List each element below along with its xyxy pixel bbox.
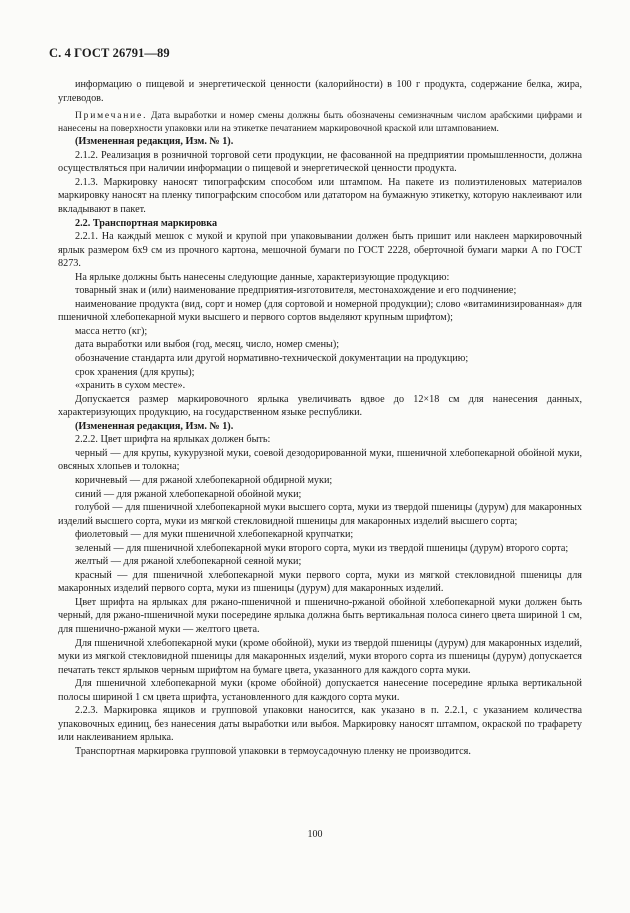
paragraph-label-size: Допускается размер маркировочного ярлыка увеличивать вдвое до 12×18 см для нанесения данных, характеризующих продукцию, на государственном языке республики. — [58, 393, 582, 419]
color-item-brown: коричневый — для ржаной хлебопекарной обдирной муки; — [75, 474, 333, 486]
note-block — [58, 110, 582, 135]
color-item-light-blue: голубой — для пшеничной хлебопекарной муки высшего сорта, муки из твердой пшеницы (дурум) для макаронных изделий высшего сорта, муки из мягкой стекловидной пшеницы для макаронных изделий высшего сорта; — [58, 502, 582, 527]
section-heading-transport-marking: 2.2. Транспортная маркировка — [75, 217, 218, 229]
page-header: С. 4 ГОСТ 26791—89 — [49, 46, 170, 60]
paragraph-black-on-colored-paper: Для пшеничной хлебопекарной муки (кроме обойной), муки из твердой пшеницы (дурум) для макаронных изделий, муки из мягкой стекловидной пшеницы для макаронных изделий, муки второго сорта из пшеницы (дурум) допускается печатать текст ярлыков черным шрифтом на бумаге цвета, указанного для каждого сорта муки. — [58, 637, 582, 676]
clause-2-1-2: 2.1.2. Реализация в розничной торговой сети продукции, не фасованной на предприятии промышленности, должна осуществляться при наличии информации о пищевой и энергетической ценности продукта. — [58, 149, 582, 175]
page-number: 100 — [307, 829, 323, 840]
note-text: Дата выработки и номер смены должны быть обозначены семизначным числом арабскими цифрами и нанесены на поверхности упаковки или на этикетке печатанием маркировочной краской или штампованием. — [58, 111, 583, 134]
color-item-yellow: желтый — для ржаной хлебопекарной сеяной муки; — [75, 556, 302, 568]
clause-2-1-3: 2.1.3. Маркировку наносят типографским способом или штампом. На пакете из полиэтиленовых материалов маркировку наносят на пленку типографским способом или дататором на бумажную этикетку, которую наклеивают или вкладывают в пакет. — [58, 176, 582, 216]
list-intro: На ярлыке должны быть нанесены следующие данные, характеризующие продукцию: — [75, 271, 450, 283]
list-item: срок хранения (для крупы); — [75, 366, 195, 378]
amendment-note: (Измененная редакция, Изм. № 1). — [75, 136, 234, 148]
list-item: дата выработки или выбоя (год, месяц, число, номер смены); — [75, 339, 340, 351]
clause-2-2-3: 2.2.3. Маркировка ящиков и групповой упаковки наносится, как указано в п. 2.2.1, с указанием количества упаковочных единиц, без нанесения даты выработки или выбоя. Маркировку наносят штампом, окраской по трафарету или наклеиванием ярлыка. — [58, 705, 582, 744]
amendment-note: (Измененная редакция, Изм. № 1). — [75, 420, 234, 432]
list-item: «хранить в сухом месте». — [75, 380, 186, 392]
paragraph-vertical-stripe: Для пшеничной хлебопекарной муки (кроме обойной) допускается нанесение посередине ярлыка вертикальной полосы шириной 1 см цвета шрифта, установленного для каждого сорта муки. — [58, 678, 582, 703]
paragraph-nutrition-info: информацию о пищевой и энергетической ценности (калорийности) в 100 г продукта, содержание белка, жира, углеводов. — [58, 79, 582, 104]
color-item-violet: фиолетовый — для муки пшеничной хлебопекарной крупчатки; — [75, 529, 354, 541]
color-item-black: черный — для крупы, кукурузной муки, соевой дезодорированной муки, пшеничной хлебопекарной обойной муки, овсяных хлопьев и толокна; — [58, 447, 582, 473]
clause-2-2-1: 2.2.1. На каждый мешок с мукой и крупой при упаковывании должен быть пришит или наклеен маркировочный ярлык размером 6x9 см из прочного картона, мешочной бумаги по ГОСТ 2228, оберточной бумаги марки А по ГОСТ 8273. — [58, 231, 582, 270]
document-body — [58, 78, 582, 758]
color-item-dark-blue: синий — для ржаной хлебопекарной обойной муки; — [75, 488, 302, 500]
paragraph-shrink-film: Транспортная маркировка групповой упаковки в термоусадочную пленку не производится. — [75, 745, 471, 757]
color-item-green: зеленый — для пшеничной хлебопекарной муки второго сорта, муки из твердой пшеницы (дурум) второго сорта; — [75, 542, 569, 554]
list-item: масса нетто (кг); — [75, 325, 148, 337]
color-item-red: красный — для пшеничной хлебопекарной муки первого сорта, муки из мягкой стекловидной пшеницы для макаронных изделий первого сорта, муки из пшеницы (дурум) для макаронных изделий. — [58, 569, 582, 595]
list-item: обозначение стандарта или другой нормативно-технической документации на продукцию; — [75, 353, 469, 365]
clause-2-2-2: 2.2.2. Цвет шрифта на ярлыках должен быть: — [75, 434, 271, 446]
note-label: Примечание. — [75, 111, 148, 122]
paragraph-rye-wheat-color: Цвет шрифта на ярлыках для ржано-пшеничной и пшенично-ржаной обойной хлебопекарной муки должен быть черный, для ржано-пшеничной муки посередине ярлыка должна быть вертикальная полоса синего цвета шириной 1 см, для пшенично-ржаной муки — желтого цвета. — [58, 596, 582, 635]
list-item: товарный знак и (или) наименование предприятия-изготовителя, местонахождение и его подчинение; — [75, 285, 517, 297]
list-item: наименование продукта (вид, сорт и номер (для сортовой и номерной продукции); слово «витаминизированная» для пшеничной хлебопекарной муки высшего и первого сортов выделяют крупным шрифтом); — [58, 298, 582, 324]
